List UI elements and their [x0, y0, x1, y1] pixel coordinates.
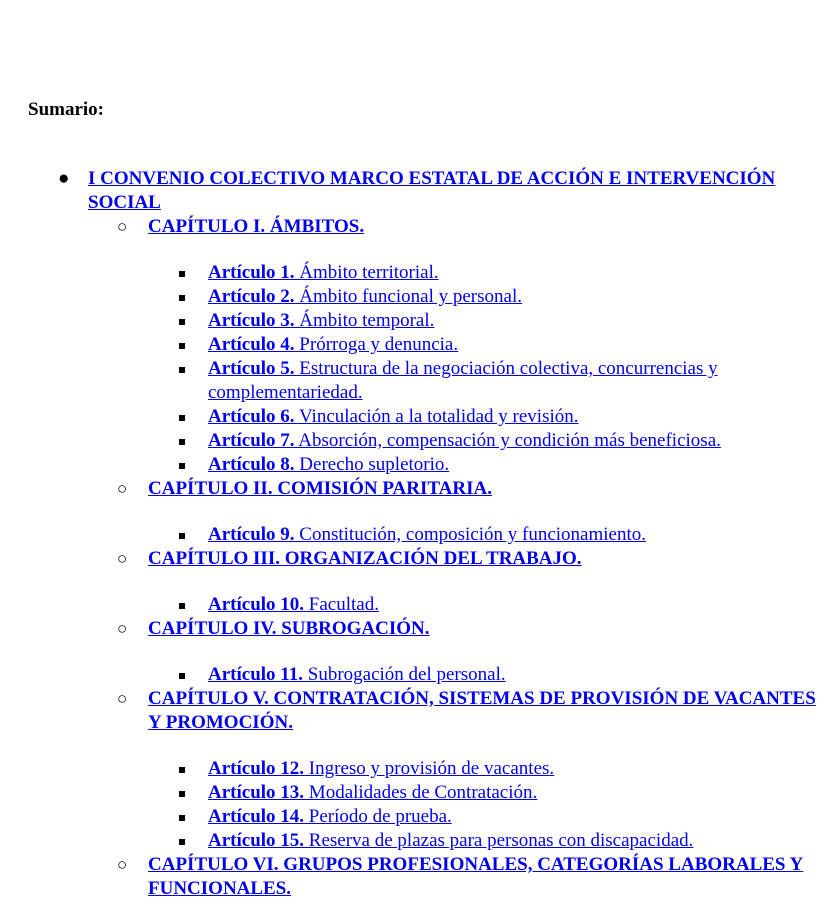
article-number: Artículo 9. [208, 524, 295, 545]
circle-bullet-icon: ○ [117, 855, 128, 874]
article-title: Ingreso y provisión de vacantes. [304, 758, 555, 779]
article-item [208, 357, 828, 405]
article-item [208, 429, 828, 453]
article-item [208, 781, 828, 805]
chapter-item [117, 687, 828, 853]
article-number: Artículo 13. [208, 782, 305, 803]
square-bullet-icon [179, 533, 185, 539]
circle-bullet-icon: ○ [117, 549, 128, 568]
article-title: Estructura de la negociación colectiva, concurrencias y complementariedad. [208, 358, 718, 403]
article-number: Artículo 6. [208, 406, 295, 427]
document-title-link[interactable]: I CONVENIO COLECTIVO MARCO ESTATAL DE ACCIÓN E INTERVENCIÓN SOCIAL [88, 168, 776, 213]
article-number: Artículo 7. [208, 430, 295, 451]
article-title: Absorción, compensación y condición más beneficiosa. [294, 430, 721, 451]
article-title: Facultad. [304, 594, 379, 615]
circle-bullet-icon: ○ [117, 689, 128, 708]
article-link[interactable] [208, 358, 718, 403]
table-of-contents [58, 167, 828, 901]
square-bullet-icon [179, 367, 185, 373]
square-bullet-icon [179, 319, 185, 325]
article-title: Constitución, composición y funcionamiento. [294, 524, 647, 545]
chapter-link[interactable]: CAPÍTULO III. ORGANIZACIÓN DEL TRABAJO. [148, 548, 582, 569]
square-bullet-icon [179, 415, 185, 421]
chapter-link[interactable]: CAPÍTULO VI. GRUPOS PROFESIONALES, CATEGORÍAS LABORALES Y FUNCIONALES. [148, 854, 804, 899]
article-item [208, 453, 828, 477]
chapter-item [117, 477, 828, 547]
chapter-link[interactable]: CAPÍTULO II. COMISIÓN PARITARIA. [148, 478, 492, 499]
chapter-item [117, 617, 828, 687]
article-link[interactable] [208, 594, 379, 615]
square-bullet-icon [179, 271, 185, 277]
article-title: Vinculación a la totalidad y revisión. [294, 406, 579, 427]
article-number: Artículo 14. [208, 806, 305, 827]
article-list [208, 523, 828, 547]
article-title: Período de prueba. [304, 806, 452, 827]
article-item [208, 405, 828, 429]
article-item [208, 805, 828, 829]
article-link[interactable] [208, 806, 452, 827]
article-number: Artículo 3. [208, 310, 295, 331]
article-link[interactable] [208, 286, 522, 307]
article-item [208, 593, 828, 617]
article-link[interactable] [208, 430, 721, 451]
chapter-link[interactable]: CAPÍTULO I. ÁMBITOS. [148, 216, 365, 237]
chapter-list [117, 215, 828, 901]
article-item [208, 309, 828, 333]
article-link[interactable] [208, 310, 434, 331]
article-list [208, 663, 828, 687]
article-item [208, 757, 828, 781]
chapter-item [117, 215, 828, 477]
square-bullet-icon [179, 343, 185, 349]
square-bullet-icon [179, 463, 185, 469]
article-list [208, 757, 828, 853]
square-bullet-icon [179, 295, 185, 301]
article-number: Artículo 2. [208, 286, 295, 307]
article-item [208, 261, 828, 285]
toc-root-item [58, 167, 828, 901]
article-number: Artículo 4. [208, 334, 295, 355]
article-link[interactable] [208, 524, 646, 545]
square-bullet-icon [179, 439, 185, 445]
square-bullet-icon [179, 815, 185, 821]
article-item [208, 333, 828, 357]
article-item [208, 523, 828, 547]
chapter-item [117, 547, 828, 617]
circle-bullet-icon: ○ [117, 479, 128, 498]
article-link[interactable] [208, 758, 554, 779]
chapter-link[interactable]: CAPÍTULO IV. SUBROGACIÓN. [148, 618, 430, 639]
chapter-item [117, 853, 828, 901]
article-list [208, 261, 828, 477]
article-title: Ámbito territorial. [294, 262, 439, 283]
article-item [208, 663, 828, 687]
article-link[interactable] [208, 830, 693, 851]
article-link[interactable] [208, 262, 439, 283]
article-title: Ámbito temporal. [294, 310, 435, 331]
article-list [208, 593, 828, 617]
chapter-link[interactable]: CAPÍTULO V. CONTRATACIÓN, SISTEMAS DE PROVISIÓN DE VACANTES Y PROMOCIÓN. [148, 688, 816, 733]
article-number: Artículo 12. [208, 758, 305, 779]
article-number: Artículo 1. [208, 262, 295, 283]
article-title: Reserva de plazas para personas con discapacidad. [304, 830, 694, 851]
article-number: Artículo 8. [208, 454, 295, 475]
article-title: Modalidades de Contratación. [304, 782, 538, 803]
article-link[interactable] [208, 782, 537, 803]
circle-bullet-icon: ○ [117, 217, 128, 236]
article-item [208, 829, 828, 853]
disc-bullet-icon: ● [58, 168, 70, 189]
article-number: Artículo 11. [208, 664, 303, 685]
square-bullet-icon [179, 791, 185, 797]
circle-bullet-icon: ○ [117, 619, 128, 638]
article-title: Ámbito funcional y personal. [294, 286, 522, 307]
article-link[interactable] [208, 334, 458, 355]
summary-heading: Sumario: [28, 99, 104, 120]
article-title: Derecho supletorio. [294, 454, 450, 475]
square-bullet-icon [179, 673, 185, 679]
square-bullet-icon [179, 839, 185, 845]
article-item [208, 285, 828, 309]
square-bullet-icon [179, 603, 185, 609]
article-number: Artículo 15. [208, 830, 305, 851]
article-link[interactable] [208, 664, 506, 685]
article-link[interactable] [208, 406, 579, 427]
square-bullet-icon [179, 767, 185, 773]
article-number: Artículo 5. [208, 358, 295, 379]
article-number: Artículo 10. [208, 594, 305, 615]
article-link[interactable] [208, 454, 449, 475]
article-title: Subrogación del personal. [303, 664, 506, 685]
article-title: Prórroga y denuncia. [294, 334, 459, 355]
